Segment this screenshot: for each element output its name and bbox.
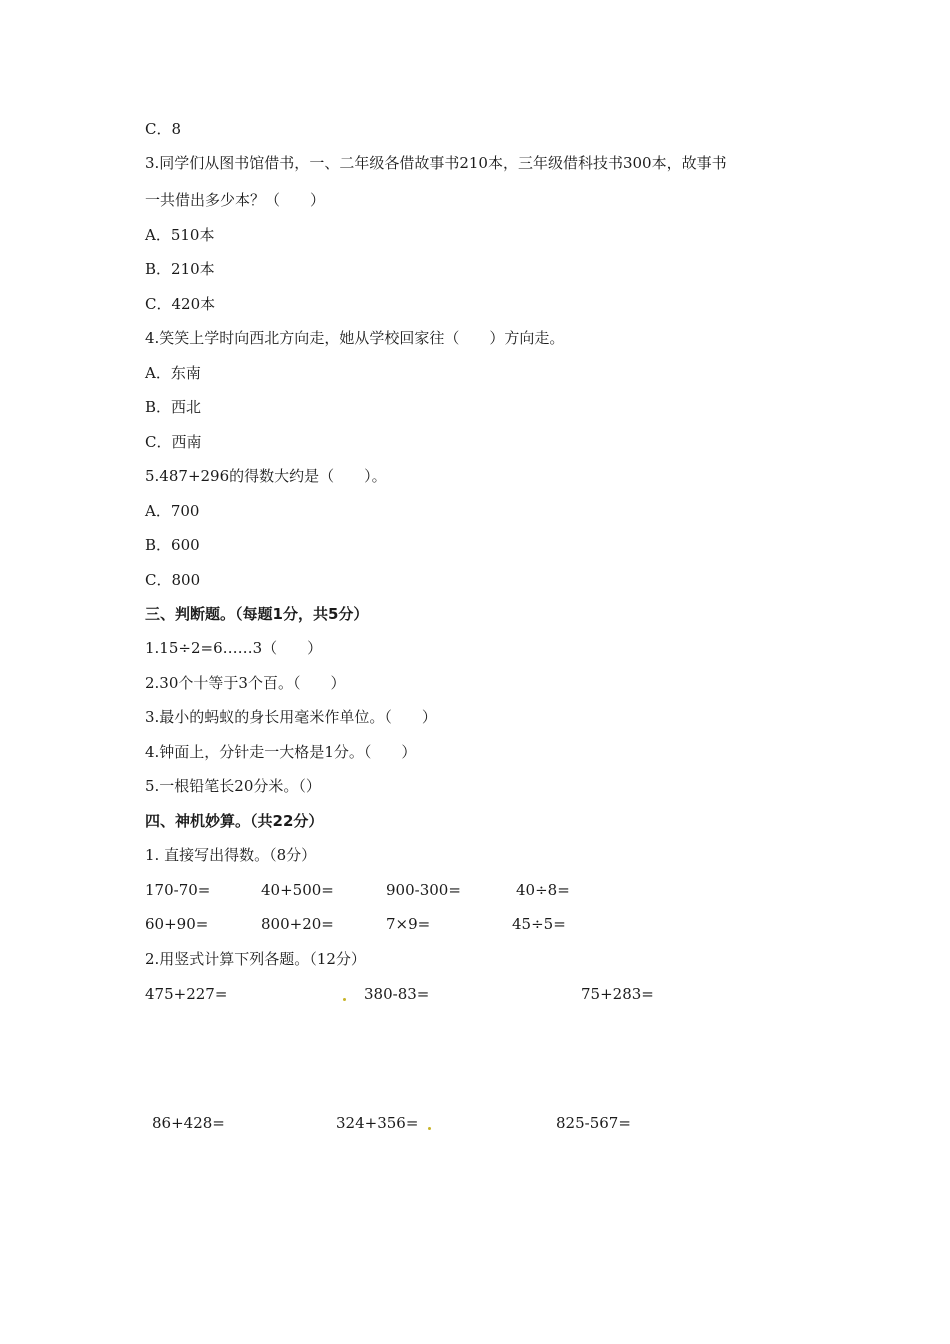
oral-calc-item: 45÷5= <box>512 915 566 933</box>
vertical-calc-item: 86+428= <box>152 1114 225 1132</box>
q2-option-c: C．8 <box>145 120 182 138</box>
judge-item-1: 1.15÷2=6……3（ ） <box>145 639 323 657</box>
part-2-title: 2.用竖式计算下列各题。（12分） <box>145 950 366 968</box>
stray-mark-dot <box>428 1127 431 1130</box>
oral-calc-item: 40+500= <box>261 881 334 899</box>
vertical-calc-item: 324+356= <box>336 1114 419 1132</box>
q4-option-c: C．西南 <box>145 433 202 451</box>
vertical-calc-item: 75+283= <box>581 985 654 1003</box>
q3-option-c: C．420本 <box>145 295 216 313</box>
oral-calc-item: 800+20= <box>261 915 334 933</box>
question-3-line1: 3.同学们从图书馆借书，一、二年级各借故事书210本，三年级借科技书300本，故事书 <box>145 154 727 172</box>
question-5: 5.487+296的得数大约是（ ）。 <box>145 467 387 485</box>
oral-calc-item: 60+90= <box>145 915 209 933</box>
q5-option-a: A．700 <box>145 502 200 520</box>
judge-item-2: 2.30个十等于3个百。（ ） <box>145 674 346 692</box>
stray-mark-dot <box>343 998 346 1001</box>
judge-item-3: 3.最小的蚂蚁的身长用毫米作单位。（ ） <box>145 708 437 726</box>
q5-option-b: B．600 <box>145 536 200 554</box>
part-1-title: 1. 直接写出得数。（8分） <box>145 846 317 864</box>
vertical-calc-item: 380-83= <box>364 985 430 1003</box>
vertical-calc-item: 475+227= <box>145 985 228 1003</box>
oral-calc-item: 40÷8= <box>516 881 570 899</box>
q4-option-a: A．东南 <box>145 364 201 382</box>
q3-option-a: A．510本 <box>145 226 215 244</box>
judge-item-5: 5.一根铅笔长20分米。（） <box>145 777 321 795</box>
q5-option-c: C．800 <box>145 571 201 589</box>
oral-calc-item: 7×9= <box>386 915 431 933</box>
question-4: 4.笑笑上学时向西北方向走，她从学校回家往（ ）方向走。 <box>145 329 565 347</box>
section-4-title: 四、神机妙算。（共22分） <box>145 812 324 830</box>
q4-option-b: B．西北 <box>145 398 202 416</box>
judge-item-4: 4.钟面上，分针走一大格是1分。（ ） <box>145 743 417 761</box>
q3-option-b: B．210本 <box>145 260 215 278</box>
section-3-title: 三、判断题。（每题1分，共5分） <box>145 605 369 623</box>
oral-calc-item: 900-300= <box>386 881 461 899</box>
question-3-line2: 一共借出多少本？（ ） <box>145 191 326 209</box>
oral-calc-item: 170-70= <box>145 881 211 899</box>
vertical-calc-item: 825-567= <box>556 1114 631 1132</box>
